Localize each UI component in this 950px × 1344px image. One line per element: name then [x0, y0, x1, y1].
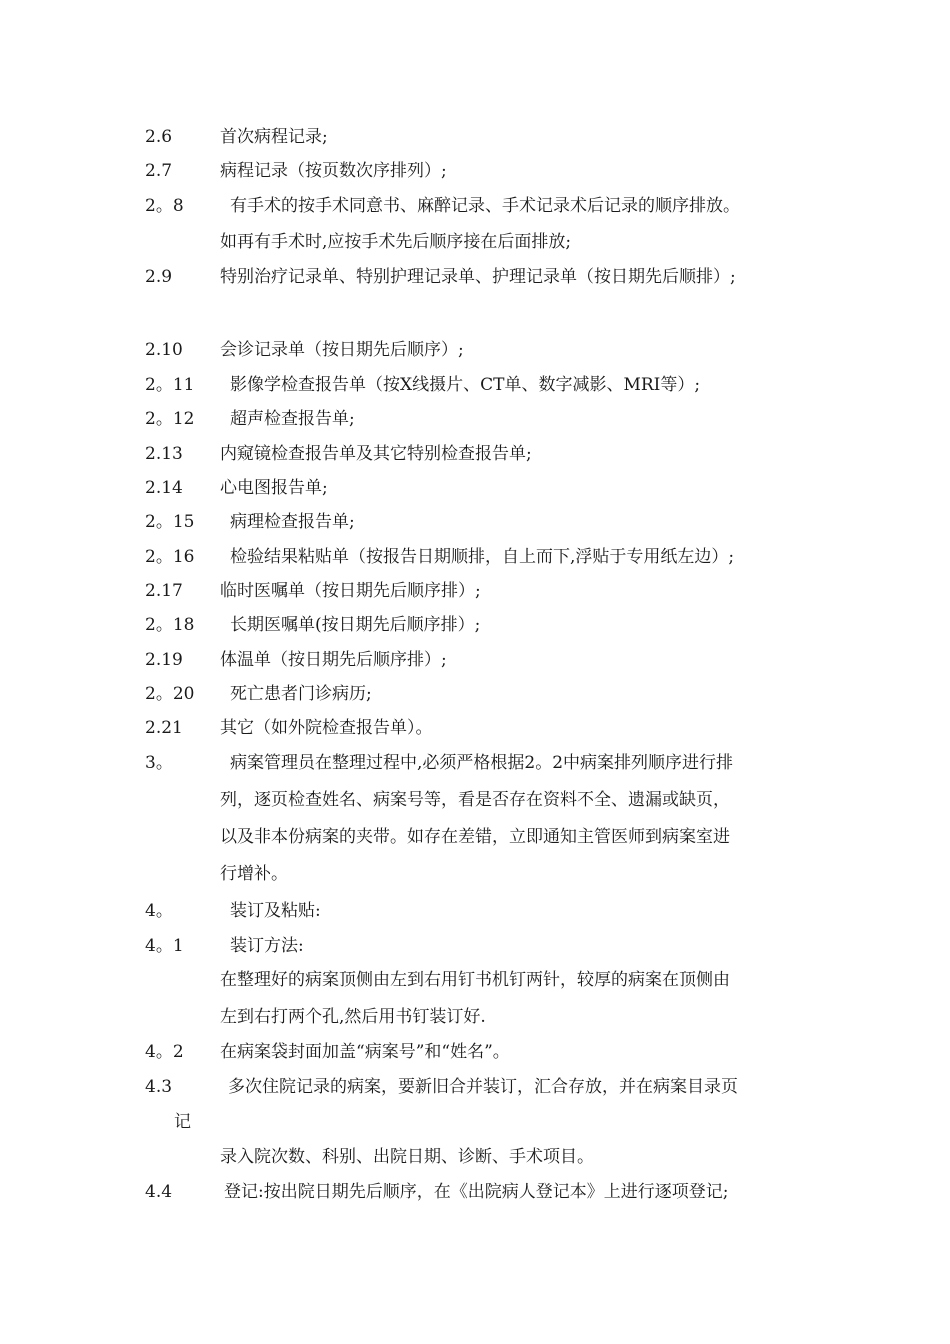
item-text: 超声检查报告单; — [230, 409, 355, 429]
item-text: 死亡患者门诊病历; — [230, 684, 372, 704]
item-text: 会诊记录单（按日期先后顺序）; — [220, 340, 464, 360]
item-text: 长期医嘱单(按日期先后顺序排）; — [230, 615, 481, 635]
item-text: 临时医嘱单（按日期先后顺序排）; — [220, 581, 481, 601]
item-number: 4.4 — [145, 1182, 173, 1202]
item-number: 2.19 — [145, 650, 183, 670]
item-number: 2.14 — [145, 478, 183, 498]
item-text: 其它（如外院检查报告单）。 — [220, 718, 433, 738]
item-text-continuation: 在整理好的病案顶侧由左到右用钉书机钉两针，较厚的病案在顶侧由 — [220, 970, 730, 990]
item-number: 4。2 — [145, 1042, 184, 1062]
item-text: 在病案袋封面加盖“病案号”和“姓名”。 — [220, 1042, 510, 1062]
item-text: 多次住院记录的病案，要新旧合并装订，汇合存放，并在病案目录页 — [228, 1077, 738, 1097]
item-text: 影像学检查报告单（按X线摄片、CT单、数字减影、MRI等）; — [230, 375, 701, 395]
item-number: 2。20 — [145, 684, 195, 704]
item-text: 体温单（按日期先后顺序排）; — [220, 650, 447, 670]
item-number: 2.9 — [145, 267, 173, 287]
item-number: 4。 — [145, 901, 173, 921]
item-text: 特别治疗记录单、特别护理记录单、护理记录单（按日期先后顺排）; — [220, 267, 736, 287]
item-text: 装订方法: — [230, 936, 304, 956]
item-text-continuation: 以及非本份病案的夹带。如存在差错，立即通知主管医师到病案室进 — [220, 827, 730, 847]
item-number: 2.7 — [145, 161, 173, 181]
item-text: 装订及粘贴: — [230, 901, 321, 921]
item-text: 内窥镜检查报告单及其它特别检查报告单; — [220, 444, 532, 464]
item-text: 病案管理员在整理过程中,必须严格根据2。2中病案排列顺序进行排 — [230, 753, 734, 773]
item-number: 2。11 — [145, 375, 195, 395]
item-text: 心电图报告单; — [220, 478, 328, 498]
item-number: 2。12 — [145, 409, 195, 429]
item-number: 2。8 — [145, 196, 184, 216]
item-number: 2.21 — [145, 718, 183, 738]
item-text: 有手术的按手术同意书、麻醉记录、手术记录术后记录的顺序排放。 — [230, 196, 740, 216]
item-number: 3。 — [145, 753, 173, 773]
item-text-continuation: 行增补。 — [220, 864, 288, 884]
item-number: 4。1 — [145, 936, 184, 956]
item-number: 2。16 — [145, 547, 195, 567]
item-text: 登记:按出院日期先后顺序，在《出院病人登记本》上进行逐项登记; — [224, 1182, 729, 1202]
item-number: 2。18 — [145, 615, 195, 635]
item-text-continuation: 列，逐页检查姓名、病案号等，看是否存在资料不全、遗漏或缺页， — [220, 790, 730, 810]
item-text: 首次病程记录; — [220, 127, 328, 147]
item-text: 病理检查报告单; — [230, 512, 355, 532]
item-text: 病程记录（按页数次序排列）; — [220, 161, 447, 181]
item-text-wrap: 记 — [174, 1112, 191, 1132]
item-number: 2.6 — [145, 127, 173, 147]
item-text-continuation: 录入院次数、科别、出院日期、诊断、手术项目。 — [220, 1147, 594, 1167]
item-number: 2.13 — [145, 444, 183, 464]
item-text-continuation: 左到右打两个孔,然后用书钉装订好. — [220, 1007, 486, 1027]
item-number: 2.10 — [145, 340, 183, 360]
item-number: 2.17 — [145, 581, 183, 601]
item-text: 检验结果粘贴单（按报告日期顺排，自上而下,浮贴于专用纸左边）; — [230, 547, 735, 567]
item-number: 4.3 — [145, 1077, 173, 1097]
item-number: 2。15 — [145, 512, 195, 532]
item-text-continuation: 如再有手术时,应按手术先后顺序接在后面排放; — [220, 232, 572, 252]
